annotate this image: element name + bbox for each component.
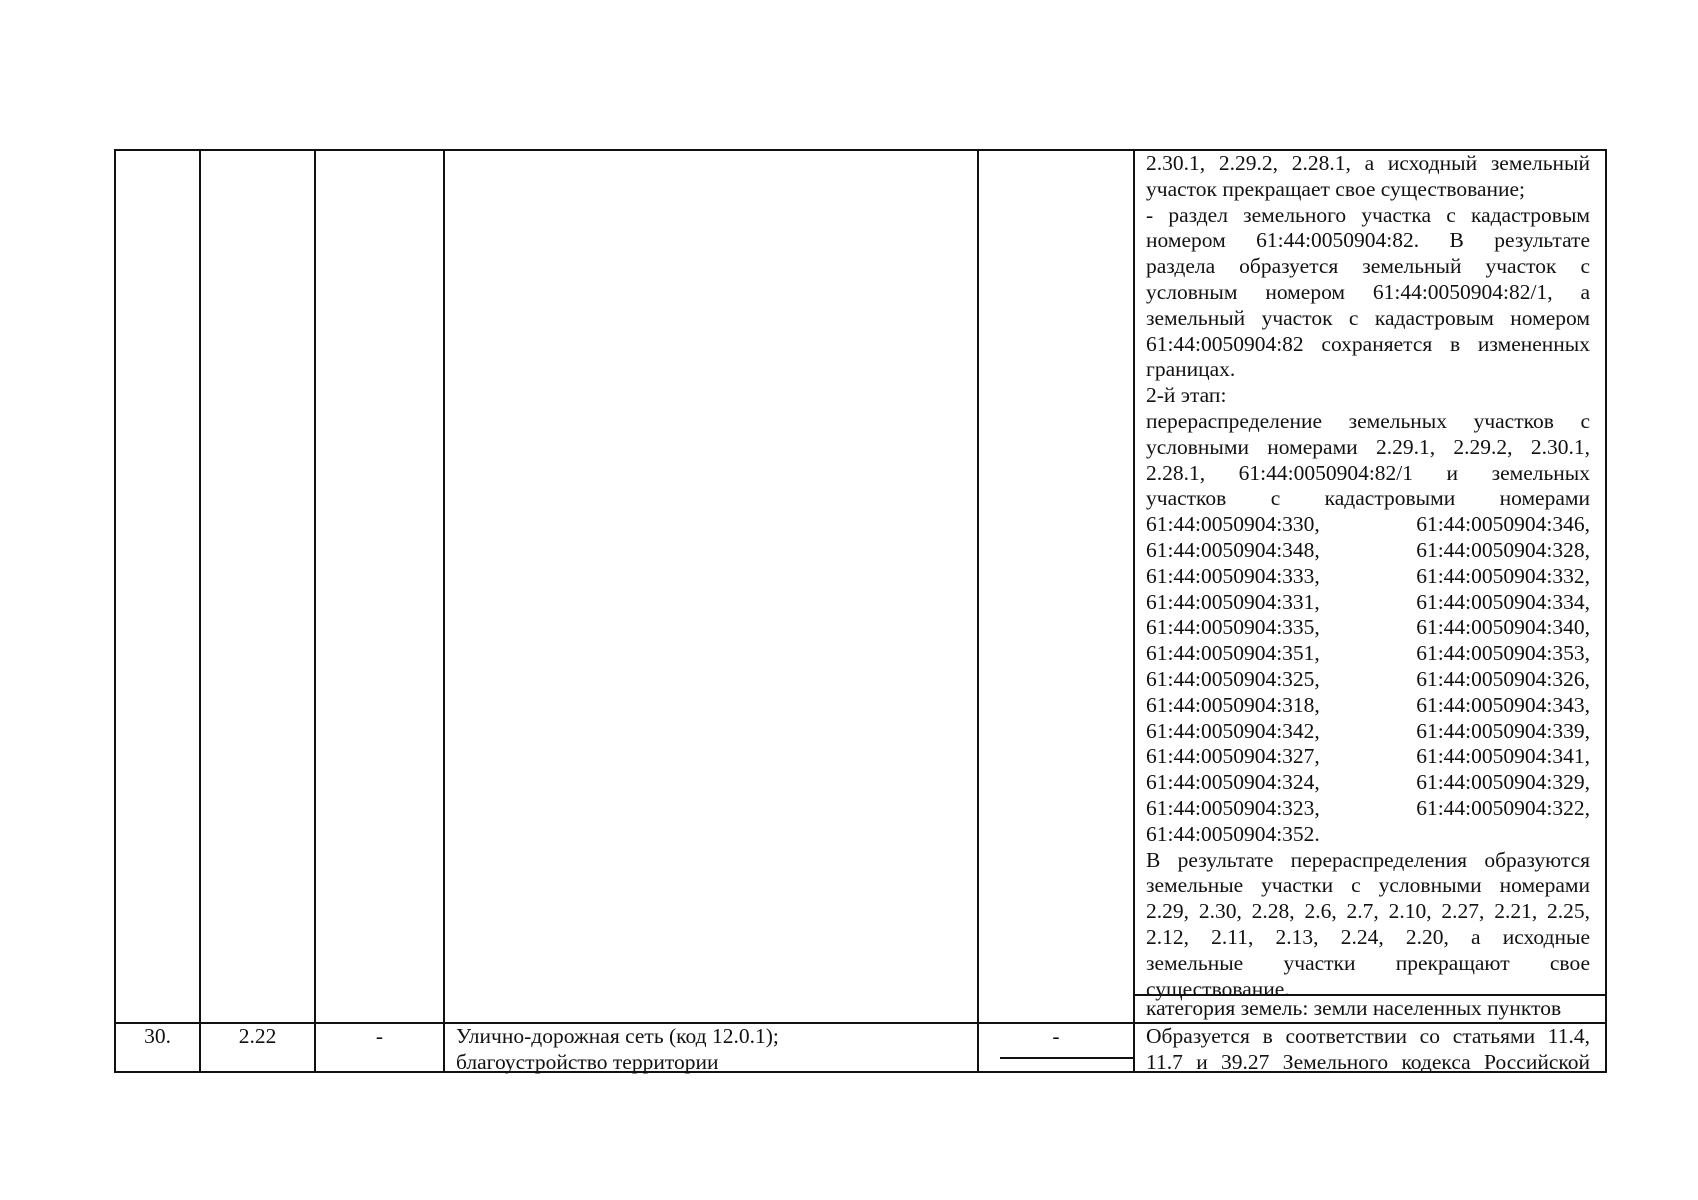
land-category: категория земель: земли населенных пунктов — [1146, 996, 1562, 1020]
cadastral-pair — [1146, 693, 1590, 719]
formation-description — [1146, 1024, 1590, 1076]
cadastral-number: 61:44:0050904:342, — [1146, 718, 1320, 743]
cadastral-number: 61:44:0050904:351, — [1146, 641, 1320, 666]
plot-code: 2.22 — [238, 1024, 277, 1048]
col5-inner-line — [1000, 1057, 1134, 1059]
col-border-2 — [314, 149, 316, 1073]
description-line: раздела образуется земельный участок с — [1146, 254, 1590, 279]
formation-line: Образуется в соответствии со статьями 11.4, — [1146, 1024, 1590, 1048]
result-line: В результате перераспределения образуются — [1146, 847, 1590, 872]
cadastral-number: 61:44:0050904:326, — [1416, 666, 1590, 691]
prev-row-description — [1146, 151, 1590, 1002]
description-line: 2.28.1, 61:44:0050904:82/1 и земельных — [1146, 460, 1590, 485]
cadastral-pair — [1146, 641, 1590, 667]
result-line: существование. — [1146, 976, 1290, 1001]
cadastral-number: 61:44:0050904:323, — [1146, 795, 1320, 820]
cadastral-number: 61:44:0050904:353, — [1416, 641, 1590, 666]
cadastral-pair — [1146, 590, 1590, 616]
description-line: земельный участок с кадастровым номером — [1146, 305, 1590, 330]
description-line: 61:44:0050904:82 сохраняется в измененных — [1146, 331, 1590, 356]
formation-line: 11.7 и 39.27 Земельного кодекса Российской — [1146, 1049, 1590, 1074]
cadastral-number: 61:44:0050904:335, — [1146, 615, 1320, 640]
cadastral-number: 61:44:0050904:329, — [1416, 770, 1590, 795]
description-line: условными номерами 2.29.1, 2.29.2, 2.30.1, — [1146, 434, 1590, 459]
result-line: земельные участки прекращают свое — [1146, 950, 1590, 975]
cadastral-pair — [1146, 796, 1590, 822]
cadastral-pair — [1146, 719, 1590, 745]
cadastral-pair — [1146, 667, 1590, 693]
result-line: земельные участки с условными номерами — [1146, 873, 1590, 898]
description-line: 2-й этап: — [1146, 383, 1227, 408]
description-line: условным номером 61:44:0050904:82/1, а — [1146, 279, 1590, 304]
cadastral-pair — [1146, 512, 1590, 538]
result-line: 2.12, 2.11, 2.13, 2.24, 2.20, а исходные — [1146, 924, 1590, 949]
col3-dash: - — [375, 1024, 384, 1048]
col-border-6 — [1605, 149, 1607, 1073]
cadastral-pair — [1146, 770, 1590, 796]
col-border-0 — [114, 149, 116, 1073]
cadastral-number: 61:44:0050904:322, — [1416, 795, 1590, 820]
cadastral-number: 61:44:0050904:318, — [1146, 692, 1320, 717]
description-line: 2.30.1, 2.29.2, 2.28.1, а исходный земельный — [1146, 151, 1590, 175]
cadastral-number: 61:44:0050904:343, — [1416, 692, 1590, 717]
col-border-1 — [199, 149, 201, 1073]
description-line: участок прекращает свое существование; — [1146, 176, 1526, 201]
cadastral-number: 61:44:0050904:346, — [1416, 512, 1590, 537]
cadastral-number: 61:44:0050904:333, — [1146, 563, 1320, 588]
cadastral-number: 61:44:0050904:325, — [1146, 666, 1320, 691]
description-line: номером 61:44:0050904:82. В результате — [1146, 228, 1590, 253]
description-line: участков с кадастровыми номерами — [1146, 486, 1590, 511]
col5-dash: - — [1052, 1024, 1060, 1048]
cadastral-last: 61:44:0050904:352. — [1146, 821, 1320, 846]
cadastral-number: 61:44:0050904:341, — [1416, 744, 1590, 769]
cadastral-number: 61:44:0050904:327, — [1146, 744, 1320, 769]
permitted-use-line: благоустройство территории — [456, 1049, 719, 1074]
cadastral-number: 61:44:0050904:324, — [1146, 770, 1320, 795]
col-border-5 — [1133, 149, 1135, 1073]
cadastral-number: 61:44:0050904:348, — [1146, 537, 1320, 562]
cadastral-pair — [1146, 538, 1590, 564]
cadastral-number: 61:44:0050904:330, — [1146, 512, 1320, 537]
cadastral-number: 61:44:0050904:339, — [1416, 718, 1590, 743]
cadastral-number: 61:44:0050904:334, — [1416, 589, 1590, 614]
cadastral-pair — [1146, 564, 1590, 590]
cadastral-number: 61:44:0050904:328, — [1416, 537, 1590, 562]
col-border-4 — [977, 149, 979, 1073]
permitted-use — [456, 1024, 968, 1076]
cadastral-number: 61:44:0050904:340, — [1416, 615, 1590, 640]
description-line: - раздел земельного участка с кадастровым — [1146, 202, 1590, 227]
row-number: 30. — [144, 1024, 171, 1048]
cadastral-number: 61:44:0050904:332, — [1416, 563, 1590, 588]
description-line: границах. — [1146, 357, 1236, 382]
col-border-3 — [443, 149, 445, 1073]
cadastral-pair — [1146, 744, 1590, 770]
permitted-use-line: Улично-дорожная сеть (код 12.0.1); — [456, 1024, 779, 1048]
description-line: перераспределение земельных участков с — [1146, 408, 1590, 433]
cadastral-pair — [1146, 615, 1590, 641]
cadastral-number: 61:44:0050904:331, — [1146, 589, 1320, 614]
result-line: 2.29, 2.30, 2.28, 2.6, 2.7, 2.10, 2.27, 2.21, 2.25, — [1146, 899, 1590, 924]
